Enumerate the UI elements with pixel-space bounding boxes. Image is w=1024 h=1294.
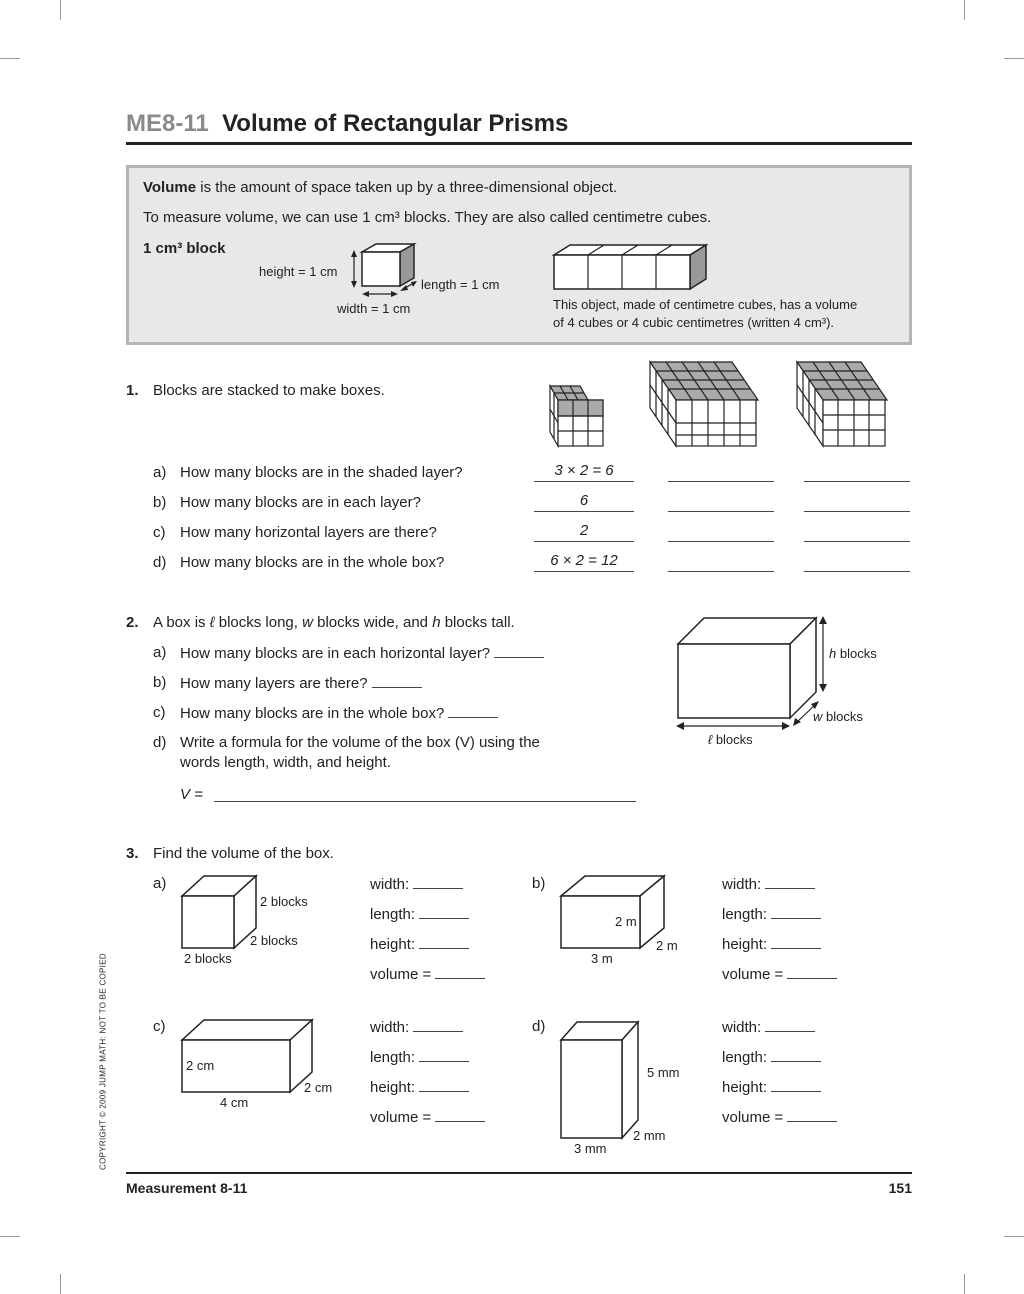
q3c-height: height: [370, 1078, 469, 1096]
width-label: width = 1 cm [337, 301, 411, 316]
box-b-dim: 2 m [656, 938, 678, 953]
medium-block-box [648, 360, 760, 450]
q1-part-a-label: a) [153, 464, 167, 481]
answer-blank[interactable] [804, 492, 910, 512]
answer-blank[interactable] [435, 1108, 485, 1122]
small-block-box [548, 382, 610, 450]
page-title [126, 110, 568, 138]
w-blocks-label: w blocks [813, 709, 863, 724]
q3d-width: width: [722, 1018, 815, 1036]
four-cube-object [552, 243, 712, 291]
crop-mark [964, 0, 965, 20]
q3d-height: height: [722, 1078, 821, 1096]
q3a-volume: volume = [370, 965, 485, 983]
q3-part-a-label: a) [153, 875, 167, 892]
answer-blank[interactable] [668, 462, 774, 482]
q3a-length: length: [370, 905, 469, 923]
answer-blank[interactable] [494, 644, 544, 658]
lwh-box-diagram [672, 612, 828, 744]
q3b-height: height: [722, 935, 821, 953]
q1-part-c-text: How many horizontal layers are there? [180, 524, 437, 541]
copyright-notice: COPYRIGHT © 2009 JUMP MATH: NOT TO BE COPIED [98, 953, 108, 1170]
answer-blank[interactable] [419, 1078, 469, 1092]
box-c-dim: 2 cm [186, 1058, 215, 1073]
box-c-diagram [180, 1018, 316, 1096]
answer-line: 2 [534, 522, 634, 542]
l-blocks-label: ℓ blocks [708, 732, 753, 747]
box-d-dim: 5 mm [647, 1065, 680, 1080]
answer-blank[interactable] [419, 935, 469, 949]
box-a-diagram [180, 874, 260, 952]
q3-part-b-label: b) [532, 875, 546, 892]
answer-blank[interactable] [771, 905, 821, 919]
q1-part-d-text: How many blocks are in the whole box? [180, 554, 445, 571]
answer-blank[interactable] [413, 875, 463, 889]
definition-line: Volume is the amount of space taken up by a three-dimensional object. [143, 179, 618, 196]
answer-blank[interactable] [448, 704, 498, 718]
q3c-volume: volume = [370, 1108, 485, 1126]
lesson-code: ME8-11 [126, 110, 209, 137]
q2-prompt: A box is ℓ blocks long, w blocks wide, and h blocks tall. [153, 614, 515, 631]
answer-blank[interactable] [668, 522, 774, 542]
q3-prompt: Find the volume of the box. [153, 845, 334, 862]
answer-blank[interactable] [435, 965, 485, 979]
q1-part-a-text: How many blocks are in the shaded layer? [180, 464, 463, 481]
footer-section: Measurement 8-11 [126, 1180, 248, 1196]
q1-prompt: Blocks are stacked to make boxes. [153, 382, 385, 399]
crop-mark [60, 1274, 61, 1294]
q3-number: 3. [126, 845, 139, 862]
q2-number: 2. [126, 614, 139, 631]
object-caption: of 4 cubes or 4 cubic centimetres (written 4 cm³). [553, 315, 835, 330]
answer-blank[interactable] [765, 1018, 815, 1032]
q2-part-d-text: Write a formula for the volume of the box (V) using the [180, 734, 540, 751]
q2-part-b-label: b) [153, 674, 167, 691]
answer-blank[interactable] [668, 552, 774, 572]
q3a-height: height: [370, 935, 469, 953]
answer-blank[interactable] [419, 905, 469, 919]
formula-answer-line[interactable] [214, 801, 636, 802]
page-number: 151 [888, 1180, 912, 1196]
q3-part-d-label: d) [532, 1018, 546, 1035]
crop-mark [60, 0, 61, 20]
h-blocks-label: h blocks [829, 646, 877, 661]
q3a-width: width: [370, 875, 463, 893]
box-a-dim: 2 blocks [260, 894, 308, 909]
q3b-volume: volume = [722, 965, 837, 983]
q3c-width: width: [370, 1018, 463, 1036]
answer-blank[interactable] [771, 1078, 821, 1092]
footer-rule [126, 1172, 912, 1174]
q2-part-d-text2: words length, width, and height. [180, 754, 391, 771]
crop-mark [964, 1274, 965, 1294]
answer-blank[interactable] [372, 674, 422, 688]
answer-blank[interactable] [419, 1048, 469, 1062]
length-label: length = 1 cm [421, 277, 500, 292]
answer-blank[interactable] [787, 965, 837, 979]
box-d-dim: 3 mm [574, 1141, 607, 1156]
q1-part-c-label: c) [153, 524, 166, 541]
height-label: height = 1 cm [259, 264, 338, 279]
q1-part-d-label: d) [153, 554, 167, 571]
box-b-dim: 3 m [591, 951, 613, 966]
answer-blank[interactable] [804, 552, 910, 572]
block-heading: 1 cm³ block [143, 240, 226, 257]
answer-line: 6 × 2 = 12 [534, 552, 634, 572]
q1-part-b-label: b) [153, 494, 167, 511]
title-rule [126, 142, 912, 145]
q3-part-c-label: c) [153, 1018, 166, 1035]
box-b-dim: 2 m [615, 914, 637, 929]
measure-line: To measure volume, we can use 1 cm³ blocks. They are also called centimetre cubes. [143, 209, 712, 226]
large-block-box [795, 360, 891, 450]
object-caption: This object, made of centimetre cubes, has a volume [553, 297, 858, 312]
unit-cube-diagram [340, 240, 430, 304]
crop-mark [0, 1236, 20, 1237]
answer-blank[interactable] [804, 462, 910, 482]
q1-number: 1. [126, 382, 139, 399]
box-a-dim: 2 blocks [184, 951, 232, 966]
crop-mark [0, 58, 20, 59]
answer-blank[interactable] [413, 1018, 463, 1032]
q2-part-b: How many layers are there? [180, 674, 422, 692]
q2-part-a: How many blocks are in each horizontal layer? [180, 644, 544, 662]
answer-line: 3 × 2 = 6 [534, 462, 634, 482]
answer-blank[interactable] [668, 492, 774, 512]
box-b-diagram [558, 874, 668, 952]
q1-part-b-text: How many blocks are in each layer? [180, 494, 421, 511]
box-c-dim: 2 cm [304, 1080, 333, 1095]
q2-part-a-label: a) [153, 644, 167, 661]
answer-blank[interactable] [771, 1048, 821, 1062]
lesson-title: Volume of Rectangular Prisms [222, 110, 569, 137]
answer-blank[interactable] [787, 1108, 837, 1122]
q2-part-d-label: d) [153, 734, 167, 751]
answer-blank[interactable] [804, 522, 910, 542]
box-c-dim: 4 cm [220, 1095, 249, 1110]
volume-formula-label: V = [180, 786, 203, 803]
q2-part-c-label: c) [153, 704, 166, 721]
q3d-length: length: [722, 1048, 821, 1066]
volume-term: Volume [143, 179, 197, 196]
answer-blank[interactable] [765, 875, 815, 889]
q3d-volume: volume = [722, 1108, 837, 1126]
box-d-diagram [558, 1018, 642, 1142]
crop-mark [1004, 58, 1024, 59]
answer-blank[interactable] [771, 935, 821, 949]
crop-mark [1004, 1236, 1024, 1237]
box-d-dim: 2 mm [633, 1128, 666, 1143]
q2-part-c: How many blocks are in the whole box? [180, 704, 498, 722]
q3c-length: length: [370, 1048, 469, 1066]
box-a-dim: 2 blocks [250, 933, 298, 948]
q3b-length: length: [722, 905, 821, 923]
q3b-width: width: [722, 875, 815, 893]
answer-line: 6 [534, 492, 634, 512]
